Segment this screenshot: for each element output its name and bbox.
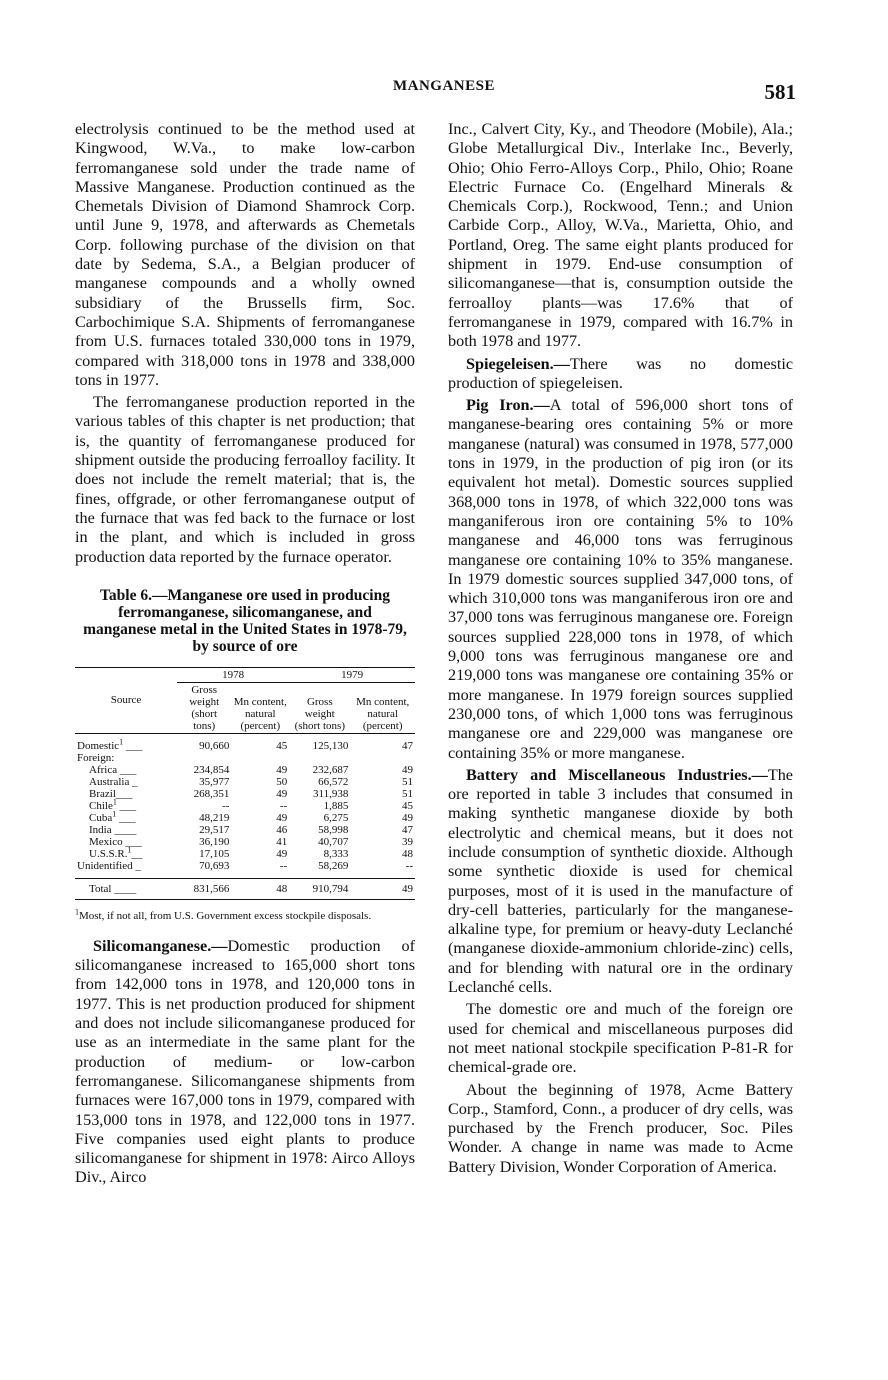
cell-gross-1978: 268,351 (193, 787, 230, 800)
row-source: India (89, 823, 112, 836)
col-header-1978: 1978 (177, 667, 289, 682)
cell-mn-1978: 45 (276, 739, 288, 752)
pig-iron-text: A total of 596,000 short tons of manganese-bearing ores containing 5% or more manganese (natural) was consumed in 1978, 577,000 tons in 1979, in the production of pig iron (or its equivalent hot metal). Domestic sources supplied 368,000 tons in 1978, of which 322,000 tons was manganiferous iron ore containing 5% to 10% manganese and 46,000 tons was ferruginous manganese ore containing 10% to 35% manganese. In 1979 domestic sources supplied 347,000 tons, of which 310,000 tons was manganiferous iron ore and 37,000 tons was ferruginous manganese ore. Foreign sources supplied 228,000 tons in 1978, of which 9,000 tons was ferruginous manganese ore and 219,000 tons was manganese ore containing 35% or more manganese. In 1979 foreign sources supplied 230,000 tons, of which 1,000 tons was ferruginous manganese ore and 229,000 was manganese ore containing 35% or more manganese. (448, 396, 793, 762)
leader-dots: _ (132, 859, 141, 872)
silicomanganese-text: Domestic production of silicomanganese increased to 165,000 short tons from 142,000 tons in 1978, and 120,000 tons in 1977. This is net production produced for shipment and does not include silicomanganese produced for use as an intermediate in the same plant for the production of medium- or low-carbon ferromanganese. Silicomanganese shipments from furnaces were 167,000 tons in 1979, compared with 153,000 tons in 1978, and 122,000 tons in 1977. Five companies used eight plants to produce silicomanganese for shipment in 1978: Airco Alloys Div., Airco (75, 936, 415, 1187)
table-6-grid (75, 667, 415, 900)
footnote-mark: 1 (112, 809, 117, 819)
cell-mn-1979: 39 (402, 835, 413, 848)
paragraph-electrolysis: electrolysis continued to be the method used at Kingwood, W.Va., to make low-carbon ferromanganese sold under the trade name of Massive Manganese. Production continued as the Chemetals Division of Diamond Shamrock Corp. until June 9, 1978, and afterwards as Chemetals Corp. following purchase of the division on that date by Sedema, S.A., a Belgian producer of manganese compounds and a wholly owned subsidiary of the Brussells firm, Soc. Carbochimique S.A. Shipments of ferromanganese from U.S. furnaces totaled 330,000 tons in 1979, compared with 318,000 tons in 1978 and 338,000 tons in 1977. (75, 120, 415, 389)
cell-mn-1979: 47 (402, 823, 413, 836)
col-header-mn-1978: Mn content, natural (percent) (233, 695, 287, 732)
row-source: Chile (89, 799, 113, 812)
cell-mn-1978: 46 (276, 823, 288, 836)
cell-mn-1979: 51 (402, 775, 413, 788)
paragraph-silico-continued: Inc., Calvert City, Ky., and Theodore (Mobile), Ala.; Globe Metallurgical Div., Interlake Inc., Beverly, Ohio; Ohio Ferro-Alloys Corp., Philo, Ohio; Roane Electric Furnace Co. (Engelhard Minerals & Chemicals Corp.), Rockwood, Tenn.; and Union Carbide Corp., Alloy, W.Va., Marietta, Ohio, and Portland, Oreg. The same eight plants produced for shipment in 1979. End-use consumption of silicomanganese—that is, consumption outside the ferroalloy plants—was 17.6% that of ferromanganese in 1979, compared with 16.7% in both 1978 and 1977. (448, 120, 793, 351)
row-source: Australia (89, 775, 130, 788)
leader-dots: __ (131, 847, 143, 860)
col-header-source: Source (110, 694, 142, 707)
leader-dots: ____ (111, 882, 137, 895)
cell-mn-1979: 45 (402, 799, 413, 812)
paragraph-pig-iron (448, 396, 793, 763)
paragraph-domestic-ore: The domestic ore and much of the foreign ore used for chemical and miscellaneous purposes did not meet national stockpile specification P-81-R for chemical-grade ore. (448, 1000, 793, 1077)
total-mn-1979: 49 (402, 882, 413, 895)
table-total-row (75, 878, 415, 899)
spiegeleisen-text: There was no domestic production of spiegeleisen. (448, 354, 793, 392)
cell-mn-1978: 50 (276, 775, 288, 788)
table-row (75, 848, 415, 860)
table-row (75, 824, 415, 836)
cell-mn-1978: -- (279, 859, 288, 872)
cell-gross-1979: 6,275 (323, 811, 349, 824)
cell-mn-1979: 49 (402, 811, 413, 824)
cell-gross-1979: 125,130 (312, 739, 349, 752)
table-row (75, 776, 415, 788)
cell-mn-1979: 49 (402, 763, 413, 776)
paragraph-acme-battery: About the beginning of 1978, Acme Battery Corp., Stamford, Conn., a producer of dry cells, was purchased by the French producer, Soc. Piles Wonder. A change in name was made to Acme Battery Division, Wonder Corporation of America. (448, 1080, 793, 1176)
cell-mn-1978: 49 (276, 811, 288, 824)
footnote-mark: 1 (119, 737, 124, 747)
table-row (75, 764, 415, 776)
cell-mn-1978: 41 (276, 835, 288, 848)
cell-mn-1978: 49 (276, 763, 288, 776)
paragraph-battery (448, 766, 793, 998)
table-row (75, 740, 415, 752)
cell-gross-1978: 36,190 (199, 835, 230, 848)
leader-dots: ___ (116, 799, 137, 812)
table-6-footnote (75, 907, 415, 923)
table-row (75, 800, 415, 812)
cell-gross-1979: 58,998 (318, 823, 349, 836)
row-source: Africa (89, 763, 118, 776)
row-source: Domestic (77, 739, 120, 752)
leader-dots: ___ (122, 835, 142, 848)
footnote-text: Most, if not all, from U.S. Government excess stockpile disposals. (79, 909, 372, 922)
pig-iron-heading: Pig Iron.— (466, 396, 550, 415)
left-column (75, 120, 415, 1188)
total-gross-1978: 831,566 (193, 882, 230, 895)
right-column (448, 120, 793, 1177)
battery-text: The ore reported in table 3 includes that consumed in making synthetic manganese dioxide by both electrolytic and chemical means, but it does not include consumption of synthetic dioxide. Although some synthetic dioxide is used for chemical purposes, most of it is used in the manufacture of dry-cell batteries, particularly for the manganese-alkaline type, for premium or heavy-duty Leclanché (manganese dioxide-ammonium chloride-zinc) cells, and for blending with natural ore in the ordinary Leclanché cells. (448, 765, 793, 997)
table-row (75, 812, 415, 824)
leader-dots: ___ (115, 787, 133, 800)
table-6 (75, 587, 415, 923)
paragraph-net-production: The ferromanganese production reported in the various tables of this chapter is net production; that is, the quantity of ferromanganese produced for shipment outside the producing ferroalloy facility. It does not include the remelt material; that is, the fines, offgrade, or other ferromanganese output of the furnace that was fed back to the furnace or lost in the plant, and which is included in gross production data reported by the furnace operator. (75, 393, 415, 566)
paragraph-spiegeleisen (448, 355, 793, 394)
col-header-1979: 1979 (289, 667, 415, 682)
footnote-mark: 1 (75, 907, 79, 917)
cell-mn-1979: -- (405, 859, 413, 872)
battery-heading: Battery and Miscellaneous Industries.— (466, 765, 768, 784)
leader-dots: ___ (123, 739, 143, 752)
cell-gross-1979: 58,269 (318, 859, 349, 872)
footnote-mark: 1 (112, 797, 117, 807)
col-header-mn-1979: Mn content, natural (percent) (356, 695, 410, 732)
leader-dots: ____ (111, 823, 137, 836)
cell-gross-1978: 90,660 (199, 739, 230, 752)
cell-gross-1979: 311,938 (313, 787, 349, 800)
row-source: U.S.S.R. (89, 847, 128, 860)
cell-gross-1978: 17,105 (199, 847, 230, 860)
cell-mn-1978: -- (279, 799, 288, 812)
cell-gross-1978: 29,517 (199, 823, 230, 836)
cell-gross-1979: 232,687 (312, 763, 349, 776)
table-6-title: Table 6.—Manganese ore used in producing ferromanganese, silicomanganese, and manganese metal in the United States in 1978-79, by source of ore (83, 586, 407, 655)
cell-mn-1978: 49 (276, 847, 288, 860)
silicomanganese-heading: Silicomanganese.— (93, 936, 228, 955)
row-source: Mexico (89, 835, 123, 848)
cell-gross-1978: 70,693 (199, 859, 230, 872)
cell-gross-1978: 35,977 (199, 775, 230, 788)
col-header-gross-1978: Gross weight (short tons) (189, 683, 220, 732)
total-label: Total (89, 882, 112, 895)
paragraph-silicomanganese (75, 937, 415, 1188)
row-source: Unidentified (77, 859, 133, 872)
table-row (75, 860, 415, 872)
cell-gross-1979: 66,572 (318, 775, 349, 788)
table-row (75, 836, 415, 848)
cell-mn-1978: 49 (276, 787, 288, 800)
foreign-label: Foreign: (77, 751, 115, 764)
total-mn-1978: 48 (276, 882, 288, 895)
cell-mn-1979: 47 (402, 739, 413, 752)
cell-gross-1979: 40,707 (318, 835, 349, 848)
table-row-foreign-label (75, 752, 415, 764)
row-source: Cuba (89, 811, 113, 824)
cell-gross-1979: 1,885 (323, 799, 349, 812)
cell-gross-1978: -- (222, 799, 230, 812)
cell-mn-1979: 51 (402, 787, 413, 800)
leader-dots: ___ (116, 811, 136, 824)
table-row (75, 788, 415, 800)
footnote-mark: 1 (127, 845, 132, 855)
cell-gross-1979: 8,333 (323, 847, 349, 860)
cell-mn-1979: 48 (402, 847, 413, 860)
cell-gross-1978: 234,854 (193, 763, 230, 776)
total-gross-1979: 910,794 (312, 882, 349, 895)
row-source: Brazil (89, 787, 116, 800)
page-number: 581 (764, 80, 796, 104)
spiegeleisen-heading: Spiegeleisen.— (466, 354, 570, 373)
cell-gross-1978: 48,219 (199, 811, 230, 824)
col-header-gross-1979: Gross weight (short tons) (294, 695, 345, 732)
running-header-title: MANGANESE (392, 78, 495, 94)
leader-dots: ___ (117, 763, 137, 776)
leader-dots: _ (129, 775, 138, 788)
